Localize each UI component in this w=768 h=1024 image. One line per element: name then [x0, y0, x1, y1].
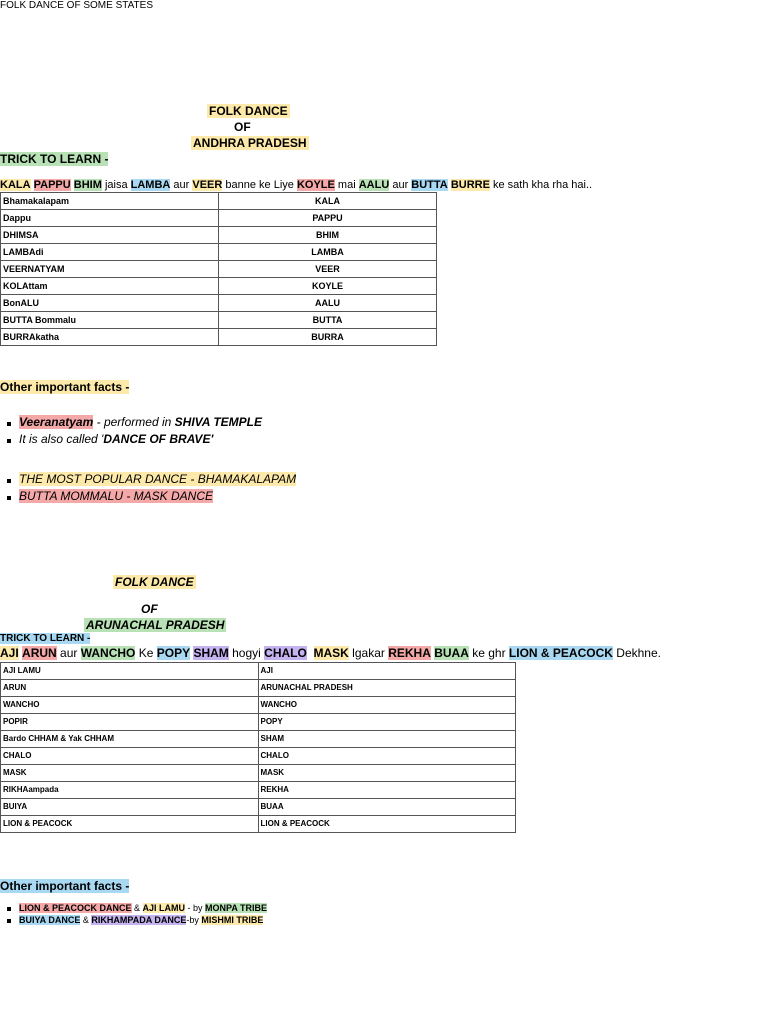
fact-text: DANCE OF BRAVE'	[103, 432, 214, 446]
mnemonic-word: ARUN	[22, 646, 57, 660]
mnemonic-word: BUTTA	[411, 179, 448, 191]
fact-text: BUTTA MOMMALU - MASK DANCE	[19, 489, 214, 503]
mnemonic-word: hogyi	[228, 646, 265, 660]
table-row	[1, 816, 516, 833]
fact-text: THE MOST POPULAR DANCE - BHAMAKALAPAM	[19, 472, 297, 486]
mnemonic-word: ke ghr	[468, 646, 509, 660]
trick-word-cell: BUAA	[258, 799, 516, 816]
trick-word-cell: SHAM	[258, 731, 516, 748]
andhra-mnemonic	[0, 179, 592, 191]
dance-name-cell: BonALU	[1, 295, 219, 312]
table-row	[1, 227, 437, 244]
arunachal-mnemonic	[0, 646, 661, 660]
mnemonic-word: mai	[334, 179, 359, 191]
trick-word-cell: LION & PEACOCK	[258, 816, 516, 833]
dance-name-cell: BURRAkatha	[1, 329, 219, 346]
mnemonic-word: BHIM	[73, 179, 102, 191]
mnemonic-word: aur	[170, 179, 193, 191]
andhra-table	[0, 192, 437, 346]
trick-word-cell: WANCHO	[258, 697, 516, 714]
mnemonic-word: LION & PEACOCK	[508, 646, 613, 660]
table-row	[1, 329, 437, 346]
andhra-heading-line3: ANDHRA PRADESH	[193, 136, 307, 150]
fact-text: LION & PEACOCK DANCE	[19, 903, 132, 913]
trick-word-cell: PAPPU	[219, 210, 437, 227]
table-row	[1, 193, 437, 210]
dance-name-cell: AJI LAMU	[1, 663, 259, 680]
mnemonic-word: VEER	[192, 179, 223, 191]
trick-word-cell: BUTTA	[219, 312, 437, 329]
trick-word-cell: KALA	[219, 193, 437, 210]
fact-item	[19, 914, 267, 926]
mnemonic-word: WANCHO	[80, 646, 136, 660]
table-row	[1, 714, 516, 731]
dance-name-cell: MASK	[1, 765, 259, 782]
arunachal-heading-line3: ARUNACHAL PRADESH	[86, 618, 225, 632]
trick-word-cell: ARUNACHAL PRADESH	[258, 680, 516, 697]
mnemonic-word	[307, 646, 314, 660]
table-row	[1, 244, 437, 261]
trick-word-cell: MASK	[258, 765, 516, 782]
trick-word-cell: AALU	[219, 295, 437, 312]
table-row	[1, 765, 516, 782]
mnemonic-word: ke sath kha rha hai..	[489, 179, 593, 191]
dance-name-cell: ARUN	[1, 680, 259, 697]
dance-name-cell: VEERNATYAM	[1, 261, 219, 278]
arunachal-facts-list	[0, 902, 267, 926]
table-row	[1, 680, 516, 697]
table-row	[1, 663, 516, 680]
dance-name-cell: CHALO	[1, 748, 259, 765]
dance-name-cell: Bhamakalapam	[1, 193, 219, 210]
table-row	[1, 799, 516, 816]
mnemonic-word: aur	[389, 179, 412, 191]
andhra-facts-list-1	[0, 414, 262, 448]
fact-text: It is also called '	[19, 432, 104, 446]
fact-text: AJI LAMU	[142, 903, 186, 913]
trick-word-cell: POPY	[258, 714, 516, 731]
mnemonic-word: MASK	[313, 646, 349, 660]
fact-text: SHIVA TEMPLE	[174, 415, 262, 429]
fact-text: MONPA TRIBE	[205, 903, 268, 913]
arunachal-trick-label: TRICK TO LEARN -	[0, 633, 91, 644]
dance-name-cell: POPIR	[1, 714, 259, 731]
mnemonic-word: SHAM	[193, 646, 229, 660]
trick-word-cell: REKHA	[258, 782, 516, 799]
table-row	[1, 210, 437, 227]
andhra-facts-title: Other important facts -	[0, 380, 130, 394]
mnemonic-word: AALU	[358, 179, 390, 191]
mnemonic-word: POPY	[156, 646, 191, 660]
fact-text: Veeranatyam	[19, 415, 94, 429]
table-row	[1, 261, 437, 278]
dance-name-cell: WANCHO	[1, 697, 259, 714]
fact-item	[19, 431, 262, 448]
table-row	[1, 278, 437, 295]
table-row	[1, 731, 516, 748]
arunachal-table	[0, 662, 516, 833]
fact-text: BUIYA DANCE	[19, 915, 81, 925]
trick-word-cell: CHALO	[258, 748, 516, 765]
fact-text: -by	[186, 915, 202, 925]
page-title: FOLK DANCE OF SOME STATES	[0, 0, 153, 11]
fact-text: - performed in	[93, 415, 175, 429]
mnemonic-word: jaisa	[101, 179, 131, 191]
andhra-heading-line2: OF	[234, 120, 251, 134]
dance-name-cell: LION & PEACOCK	[1, 816, 259, 833]
fact-text: &	[80, 915, 92, 925]
trick-word-cell: BURRA	[219, 329, 437, 346]
mnemonic-word: AJI	[0, 646, 19, 660]
dance-name-cell: Bardo CHHAM & Yak CHHAM	[1, 731, 259, 748]
trick-word-cell: BHIM	[219, 227, 437, 244]
mnemonic-word: KOYLE	[296, 179, 335, 191]
dance-name-cell: DHIMSA	[1, 227, 219, 244]
dance-name-cell: BUIYA	[1, 799, 259, 816]
fact-item	[19, 488, 296, 505]
trick-word-cell: VEER	[219, 261, 437, 278]
fact-text: &	[131, 903, 143, 913]
andhra-heading-line1: FOLK DANCE	[209, 104, 288, 118]
mnemonic-word: PAPPU	[33, 179, 71, 191]
dance-name-cell: LAMBAdi	[1, 244, 219, 261]
mnemonic-word: aur	[56, 646, 81, 660]
fact-item	[19, 414, 262, 431]
table-row	[1, 697, 516, 714]
mnemonic-word: CHALO	[264, 646, 307, 660]
mnemonic-word: BUAA	[434, 646, 469, 660]
arunachal-heading-line1: FOLK DANCE	[115, 575, 194, 589]
table-row	[1, 312, 437, 329]
trick-word-cell: AJI	[258, 663, 516, 680]
arunachal-heading-line2: OF	[141, 602, 158, 616]
mnemonic-word: banne ke Liye	[222, 179, 297, 191]
mnemonic-word: BURRE	[450, 179, 490, 191]
fact-item	[19, 902, 267, 914]
andhra-trick-label: TRICK TO LEARN -	[0, 152, 109, 166]
dance-name-cell: BUTTA Bommalu	[1, 312, 219, 329]
arunachal-facts-title: Other important facts -	[0, 879, 130, 893]
fact-text: RIKHAMPADA DANCE	[91, 915, 187, 925]
fact-text: MISHMI TRIBE	[201, 915, 264, 925]
fact-text: - by	[185, 903, 206, 913]
mnemonic-word: KALA	[0, 179, 31, 191]
andhra-facts-list-2	[0, 471, 296, 505]
table-row	[1, 748, 516, 765]
mnemonic-word: REKHA	[388, 646, 431, 660]
mnemonic-word: Ke	[135, 646, 157, 660]
table-row	[1, 295, 437, 312]
mnemonic-word: Dekhne.	[612, 646, 661, 660]
mnemonic-word: LAMBA	[130, 179, 171, 191]
dance-name-cell: Dappu	[1, 210, 219, 227]
trick-word-cell: LAMBA	[219, 244, 437, 261]
fact-item	[19, 471, 296, 488]
mnemonic-word: lgakar	[348, 646, 389, 660]
table-row	[1, 782, 516, 799]
dance-name-cell: KOLAttam	[1, 278, 219, 295]
dance-name-cell: RIKHAampada	[1, 782, 259, 799]
trick-word-cell: KOYLE	[219, 278, 437, 295]
